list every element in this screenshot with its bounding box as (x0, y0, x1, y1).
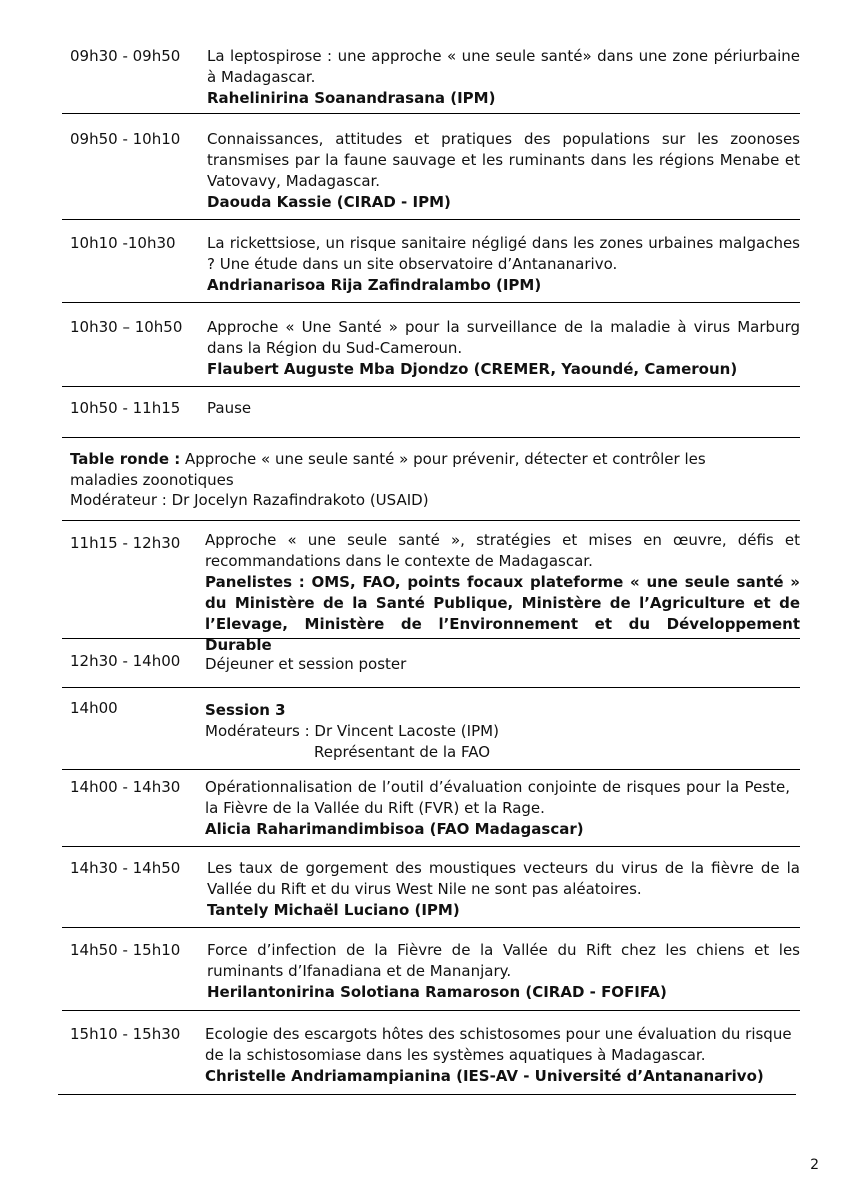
program-row-lunch (62, 651, 800, 688)
talk-title: Approche « une seule santé », stratégies et mises en œuvre, défis et recommandations dans le contexte de Madagascar. (205, 531, 800, 570)
session-moderators (205, 721, 800, 763)
row-body (207, 858, 800, 921)
talk-speaker: Alicia Raharimandimbisoa (FAO Madagascar) (205, 820, 584, 838)
talk-title: Force d’infection de la Fièvre de la Vallée du Rift chez les chiens et les ruminants d’Ifanadiana et de Mananjary. (207, 941, 800, 980)
row-time: 10h30 – 10h50 (70, 318, 183, 336)
row-body (207, 233, 800, 296)
program-row-session (62, 698, 800, 770)
program-row (62, 233, 800, 303)
row-body (205, 700, 800, 763)
talk-speaker: Flaubert Auguste Mba Djondzo (CREMER, Yaoundé, Cameroun) (207, 360, 738, 378)
moderators-line: Modérateurs : Dr Vincent Lacoste (IPM) (205, 722, 499, 740)
talk-title: La leptospirose : une approche « une seule santé» dans une zone périurbaine à Madagascar. (207, 47, 800, 86)
talk-speaker: Tantely Michaël Luciano (IPM) (207, 901, 460, 919)
talk-title: Connaissances, attitudes et pratiques des populations sur les zoonoses transmises par la faune sauvage et les ruminants dans les régions Menabe et Vatovavy, Madagascar. (207, 130, 800, 190)
row-time: 15h10 - 15h30 (70, 1025, 181, 1043)
program-row (62, 940, 800, 1011)
round-table-label: Table ronde : (70, 450, 181, 468)
row-body (205, 1024, 792, 1087)
program-row (62, 858, 800, 928)
program-row (58, 1024, 796, 1095)
row-body (207, 398, 800, 419)
talk-title: Ecologie des escargots hôtes des schistosomes pour une évaluation du risque de la schistosomiase dans les systèmes aquatiques à Madagascar. (205, 1025, 792, 1064)
round-table (62, 448, 800, 521)
row-body (207, 940, 800, 1003)
row-time: 09h50 - 10h10 (70, 130, 181, 148)
row-time: 14h50 - 15h10 (70, 941, 181, 959)
round-table-moderator: Modérateur : Dr Jocelyn Razafindrakoto (USAID) (70, 491, 429, 509)
round-table-heading (70, 449, 776, 491)
row-body (205, 530, 800, 656)
row-body (207, 46, 800, 109)
talk-speaker: Christelle Andriamampianina (IES-AV - Université d’Antananarivo) (205, 1067, 764, 1085)
row-time: 10h10 -10h30 (70, 234, 176, 252)
panelists: Panelistes : OMS, FAO, points focaux plateforme « une seule santé » du Ministère de la Santé Publique, Ministère de l’Agriculture et de l’Elevage, Ministère de l’Environnement et du Développement Durable (205, 573, 800, 654)
program-row-pause (62, 398, 800, 438)
row-body (207, 129, 800, 213)
talk-speaker: Herilantonirina Solotiana Ramaroson (CIRAD - FOFIFA) (207, 983, 667, 1001)
break-label: Pause (207, 399, 252, 417)
row-time: 09h30 - 09h50 (70, 47, 181, 65)
row-time: 10h50 - 11h15 (70, 399, 181, 417)
talk-title: Opérationnalisation de l’outil d’évaluation conjointe de risques pour la Peste, la Fièvre de la Vallée du Rift (FVR) et la Rage. (205, 778, 790, 817)
talk-speaker: Andrianarisoa Rija Zafindralambo (IPM) (207, 276, 542, 294)
row-time: 14h00 (70, 699, 118, 717)
round-table-topic: Approche « une seule santé » pour prévenir, détecter et contrôler les maladies zoonotiques (70, 450, 706, 489)
talk-speaker: Daouda Kassie (CIRAD - IPM) (207, 193, 451, 211)
row-time: 12h30 - 14h00 (70, 652, 181, 670)
program-row (62, 530, 800, 654)
program-row (62, 46, 800, 114)
row-time: 14h30 - 14h50 (70, 859, 181, 877)
program-row (62, 129, 800, 220)
page-number: 2 (810, 1157, 819, 1173)
row-body (205, 654, 800, 675)
row-time: 11h15 - 12h30 (70, 534, 181, 552)
talk-title: Les taux de gorgement des moustiques vecteurs du virus de la fièvre de la Vallée du Rift et du virus West Nile ne sont pas aléatoires. (207, 859, 800, 898)
program-row (62, 777, 800, 847)
lunch-label: Déjeuner et session poster (205, 655, 407, 673)
talk-title: Approche « Une Santé » pour la surveillance de la maladie à virus Marburg dans la Région du Sud-Cameroun. (207, 318, 800, 357)
row-body (207, 317, 800, 380)
row-body (205, 777, 790, 840)
program-row (62, 317, 800, 387)
row-time: 14h00 - 14h30 (70, 778, 181, 796)
session-title: Session 3 (205, 701, 286, 719)
talk-speaker: Rahelinirina Soanandrasana (IPM) (207, 89, 496, 107)
moderators-line: Représentant de la FAO (314, 743, 491, 761)
talk-title: La rickettsiose, un risque sanitaire négligé dans les zones urbaines malgaches ? Une étude dans un site observatoire d’Antananarivo. (207, 234, 800, 273)
